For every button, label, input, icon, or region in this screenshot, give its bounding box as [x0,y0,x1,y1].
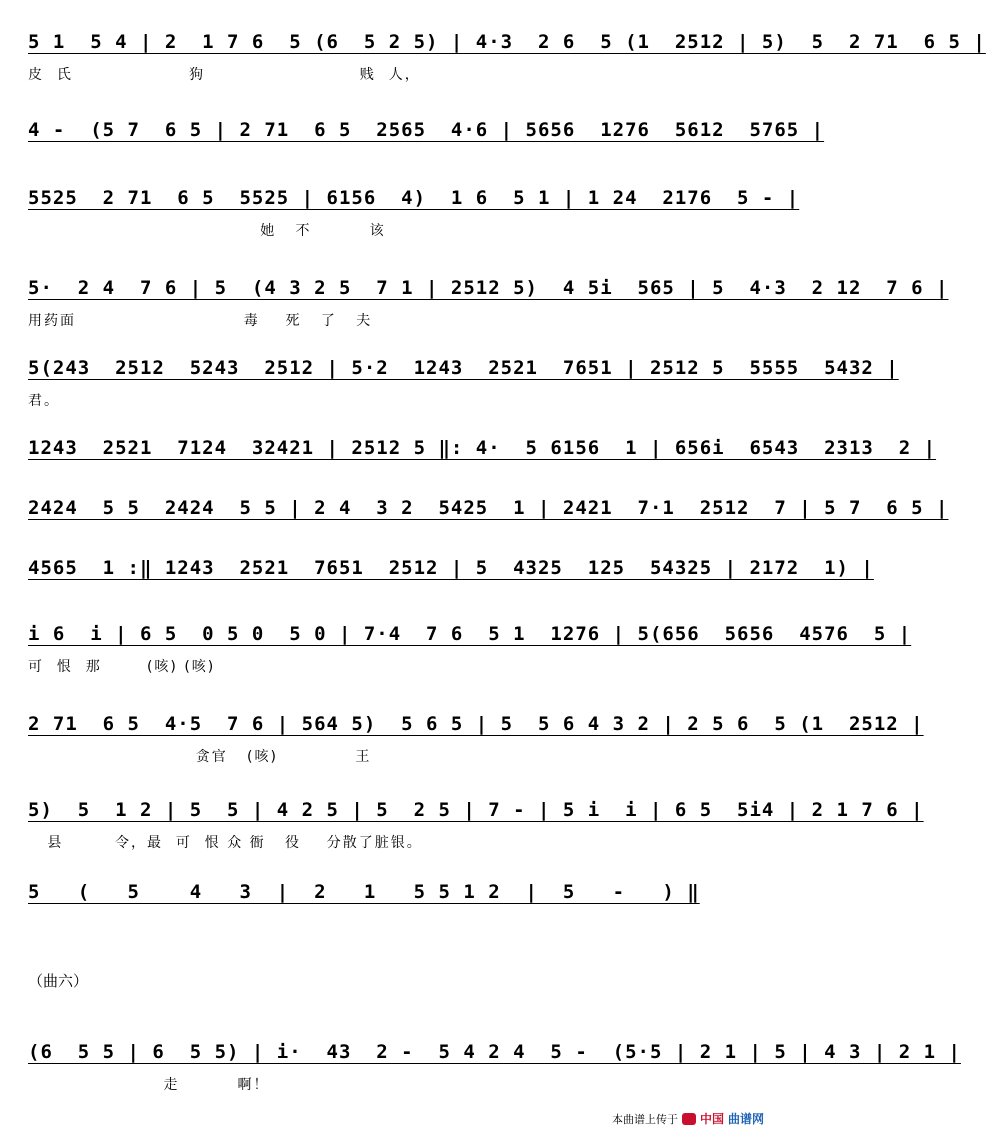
notation-line: i 6 i | 6 5 0 5 0 5 0 | 7·4 7 6 5 1 1276 | 5(656 5656 4576 5 | [28,623,912,645]
lyrics-line: 县 令，最 可 恨 众 衙 役 分散了脏银。 [28,835,423,851]
system-8 [28,556,874,590]
lyrics-line: 君。 [28,393,60,409]
lyrics-line: 用药面 毒 死 了 夫 [28,313,373,329]
system-13 [28,1040,961,1094]
notation-line: 2424 5 5 2424 5 5 | 2 4 3 2 5425 1 | 2421 7·1 2512 7 | 5 7 6 5 | [28,497,949,519]
notation-line: 5(243 2512 5243 2512 | 5·2 1243 2521 7651 | 2512 5 5555 5432 | [28,357,899,379]
system-10 [28,712,924,766]
system-6 [28,436,937,470]
notation-line: 2 71 6 5 4·5 7 6 | 564 5) 5 6 5 | 5 5 6 4 3 2 | 2 5 6 5 (1 2512 | [28,713,924,735]
system-2 [28,118,825,152]
lyrics-line: 可 恨 那 (咳) (咳) [28,659,216,675]
system-12 [28,880,780,914]
site-logo-text: 中国 [700,1112,725,1126]
notation-line: 4565 1 :‖ 1243 2521 7651 2512 | 5 4325 125 54325 | 2172 1) | [28,557,874,579]
notation-line: 5· 2 4 7 6 | 5 (4 3 2 5 7 1 | 2512 5) 4 5i 565 | 5 4·3 2 12 7 6 | [28,277,949,299]
notation-line: (6 5 5 | 6 5 5) | i· 43 2 - 5 4 2 4 5 - (5·5 | 2 1 | 5 | 4 3 | 2 1 | [28,1041,961,1063]
system-11 [28,798,924,852]
lyrics-line: 走 啊！ [28,1077,270,1093]
system-1 [28,30,986,84]
notation-line: 5525 2 71 6 5 5525 | 6156 4) 1 6 5 1 | 1 24 2176 5 - | [28,187,800,209]
notation-line: 5 ( 5 4 3 | 2 1 5 5 1 2 | 5 - ) ‖ [28,881,700,903]
notation-line: 5) 5 1 2 | 5 5 | 4 2 5 | 5 2 5 | 7 - | 5 i i | 6 5 5i4 | 2 1 7 6 | [28,799,924,821]
system-7 [28,496,949,530]
system-4 [28,276,949,330]
lyrics-line: 她 不 该 [28,223,386,239]
system-9 [28,622,912,676]
notation-line: 4 - (5 7 6 5 | 2 71 6 5 2565 4·6 | 5656 1276 5612 5765 | [28,119,825,141]
footer-text: 本曲谱上传于 [612,1112,678,1126]
site-logo-icon [682,1113,696,1125]
notation-line: 5 1 5 4 | 2 1 7 6 5 (6 5 2 5) | 4·3 2 6 5 (1 2512 | 5) 5 2 71 6 5 | [28,31,986,53]
footer-credit [612,1110,764,1127]
section-label: （曲六） [28,972,89,990]
notation-line: 1243 2521 7124 32421 | 2512 5 ‖: 4· 5 6156 1 | 656i 6543 2313 2 | [28,437,937,459]
lyrics-line: 贪官 (咳) 王 [28,749,372,765]
system-3 [28,186,800,240]
lyrics-line: 皮 氏 狗 贱 人， [28,67,421,83]
site-name[interactable]: 曲谱网 [728,1112,765,1126]
system-5 [28,356,899,410]
